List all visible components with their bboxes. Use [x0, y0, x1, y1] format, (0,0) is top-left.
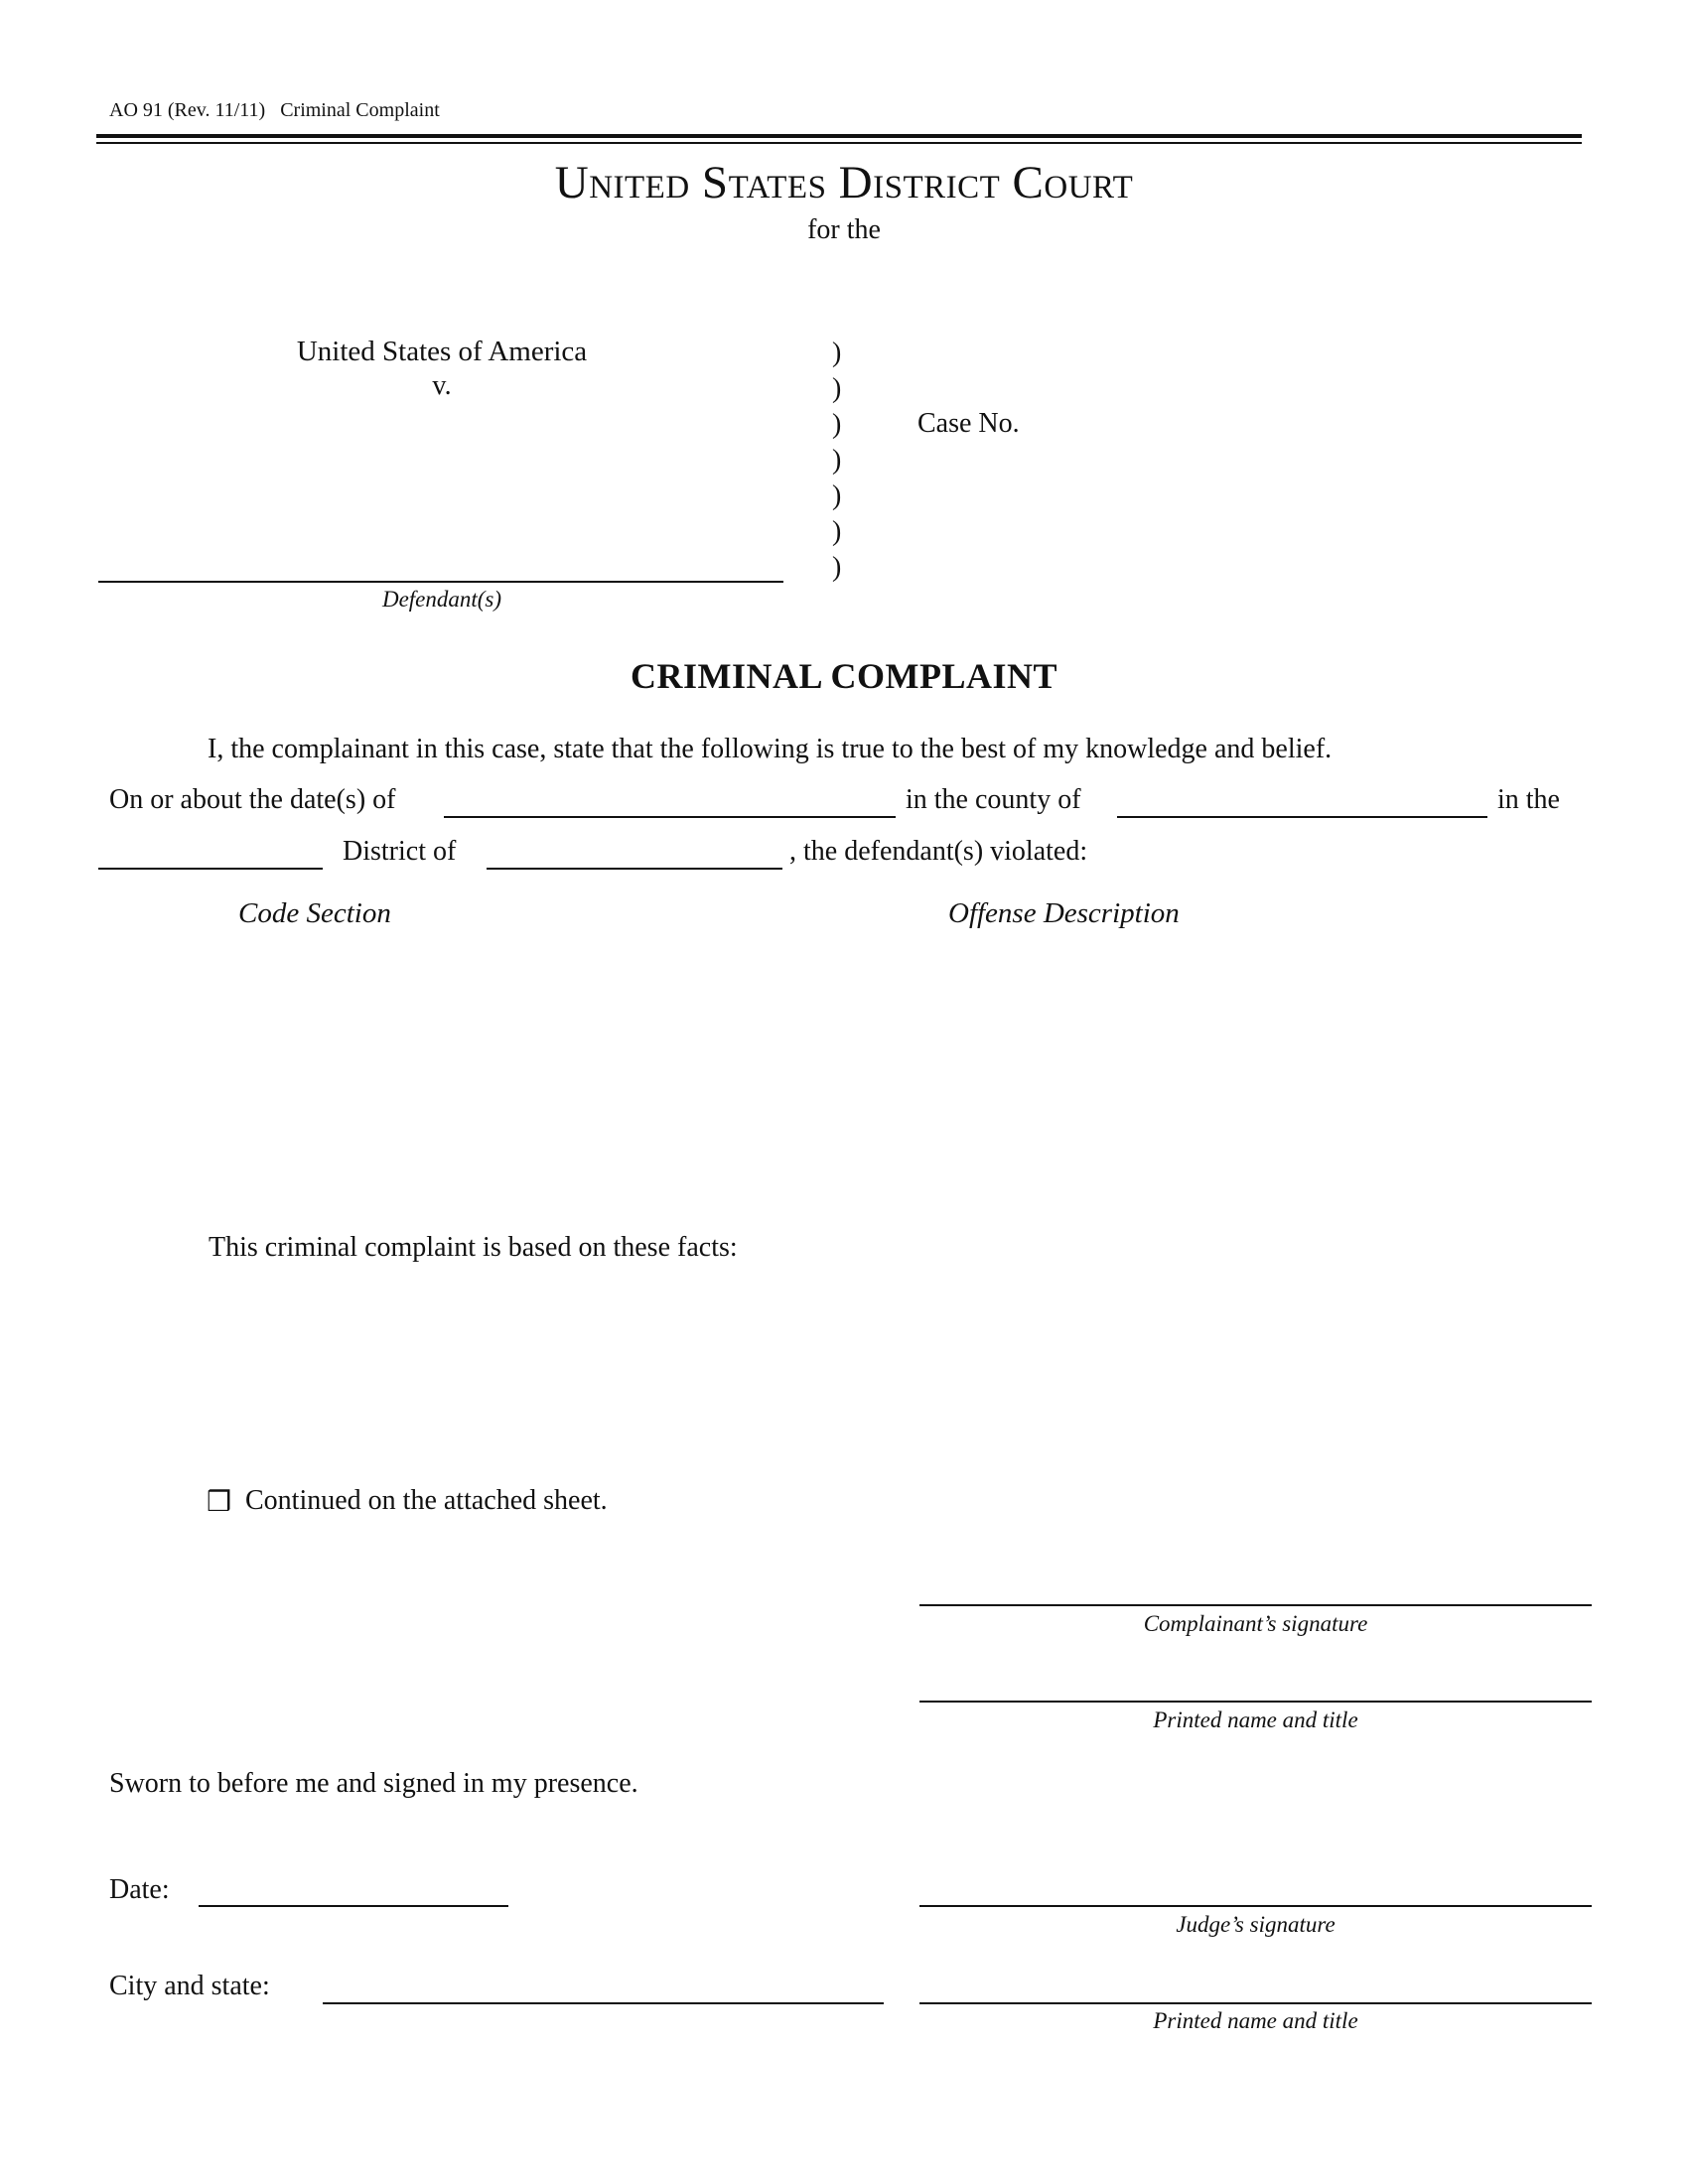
offense-date-field[interactable] [444, 816, 896, 818]
in-the-label: in the [1497, 784, 1560, 815]
date-label-judge: Date: [109, 1874, 170, 1905]
caption-bracket: ) [832, 409, 842, 440]
city-state-label: City and state: [109, 1971, 270, 2001]
continued-checkbox[interactable]: ❒ [207, 1487, 232, 1518]
district-label: District of [343, 836, 457, 867]
violated-label: , the defendant(s) violated: [789, 836, 1088, 867]
offense-description-header: Offense Description [948, 897, 1180, 929]
caption-bracket: ) [832, 552, 842, 583]
sworn-date-field[interactable] [199, 1905, 508, 1907]
complainant-printed-name-field[interactable] [919, 1701, 1592, 1703]
district-prefix-field[interactable] [98, 868, 323, 870]
complainant-signature-field[interactable] [919, 1604, 1592, 1606]
case-number-field[interactable] [1033, 408, 1549, 442]
judge-printed-name-field[interactable] [919, 2002, 1592, 2004]
judge-printed-name-caption: Printed name and title [1153, 2008, 1358, 2033]
case-number-label: Case No. [917, 408, 1020, 439]
defendant-line [98, 581, 783, 583]
facts-label: This criminal complaint is based on these facts: [209, 1232, 738, 1263]
court-subtitle: for the [807, 214, 881, 245]
code-section-header: Code Section [238, 897, 391, 929]
complainant-statement: I, the complainant in this case, state that the following is true to the best of my knowledge and belief. [208, 734, 1333, 764]
complainant-printed-name-caption: Printed name and title [1153, 1707, 1358, 1732]
defendant-caption: Defendant(s) [381, 587, 502, 612]
sworn-statement: Sworn to before me and signed in my presence. [109, 1768, 638, 1799]
caption-bracket: ) [832, 373, 842, 404]
document-heading: CRIMINAL COMPLAINT [630, 656, 1057, 696]
court-title: United States District Court [554, 157, 1134, 208]
date-label: On or about the date(s) of [109, 784, 396, 815]
code-section-field[interactable] [109, 943, 606, 1211]
caption-bracket: ) [832, 516, 842, 547]
caption-bracket: ) [832, 445, 842, 476]
district-field[interactable] [487, 868, 782, 870]
offense-description-field[interactable] [695, 943, 1579, 1211]
complainant-signature-caption: Complainant’s signature [1143, 1611, 1368, 1636]
city-state-field[interactable] [323, 2002, 884, 2004]
caption-bracket: ) [832, 338, 842, 368]
continued-label: Continued on the attached sheet. [245, 1485, 608, 1516]
form-identifier: AO 91 (Rev. 11/11) Criminal Complaint [109, 99, 440, 121]
versus-label: v. [432, 370, 452, 401]
county-label: in the county of [906, 784, 1081, 815]
judge-signature-field[interactable] [919, 1905, 1592, 1907]
judge-signature-caption: Judge’s signature [1176, 1912, 1336, 1937]
facts-field[interactable] [109, 1281, 1579, 1479]
header-rule-thin [96, 142, 1582, 144]
county-field[interactable] [1117, 816, 1487, 818]
plaintiff-name: United States of America [296, 336, 588, 367]
defendant-name-field[interactable] [98, 447, 783, 576]
header-rule-thick [96, 134, 1582, 138]
caption-bracket: ) [832, 480, 842, 511]
